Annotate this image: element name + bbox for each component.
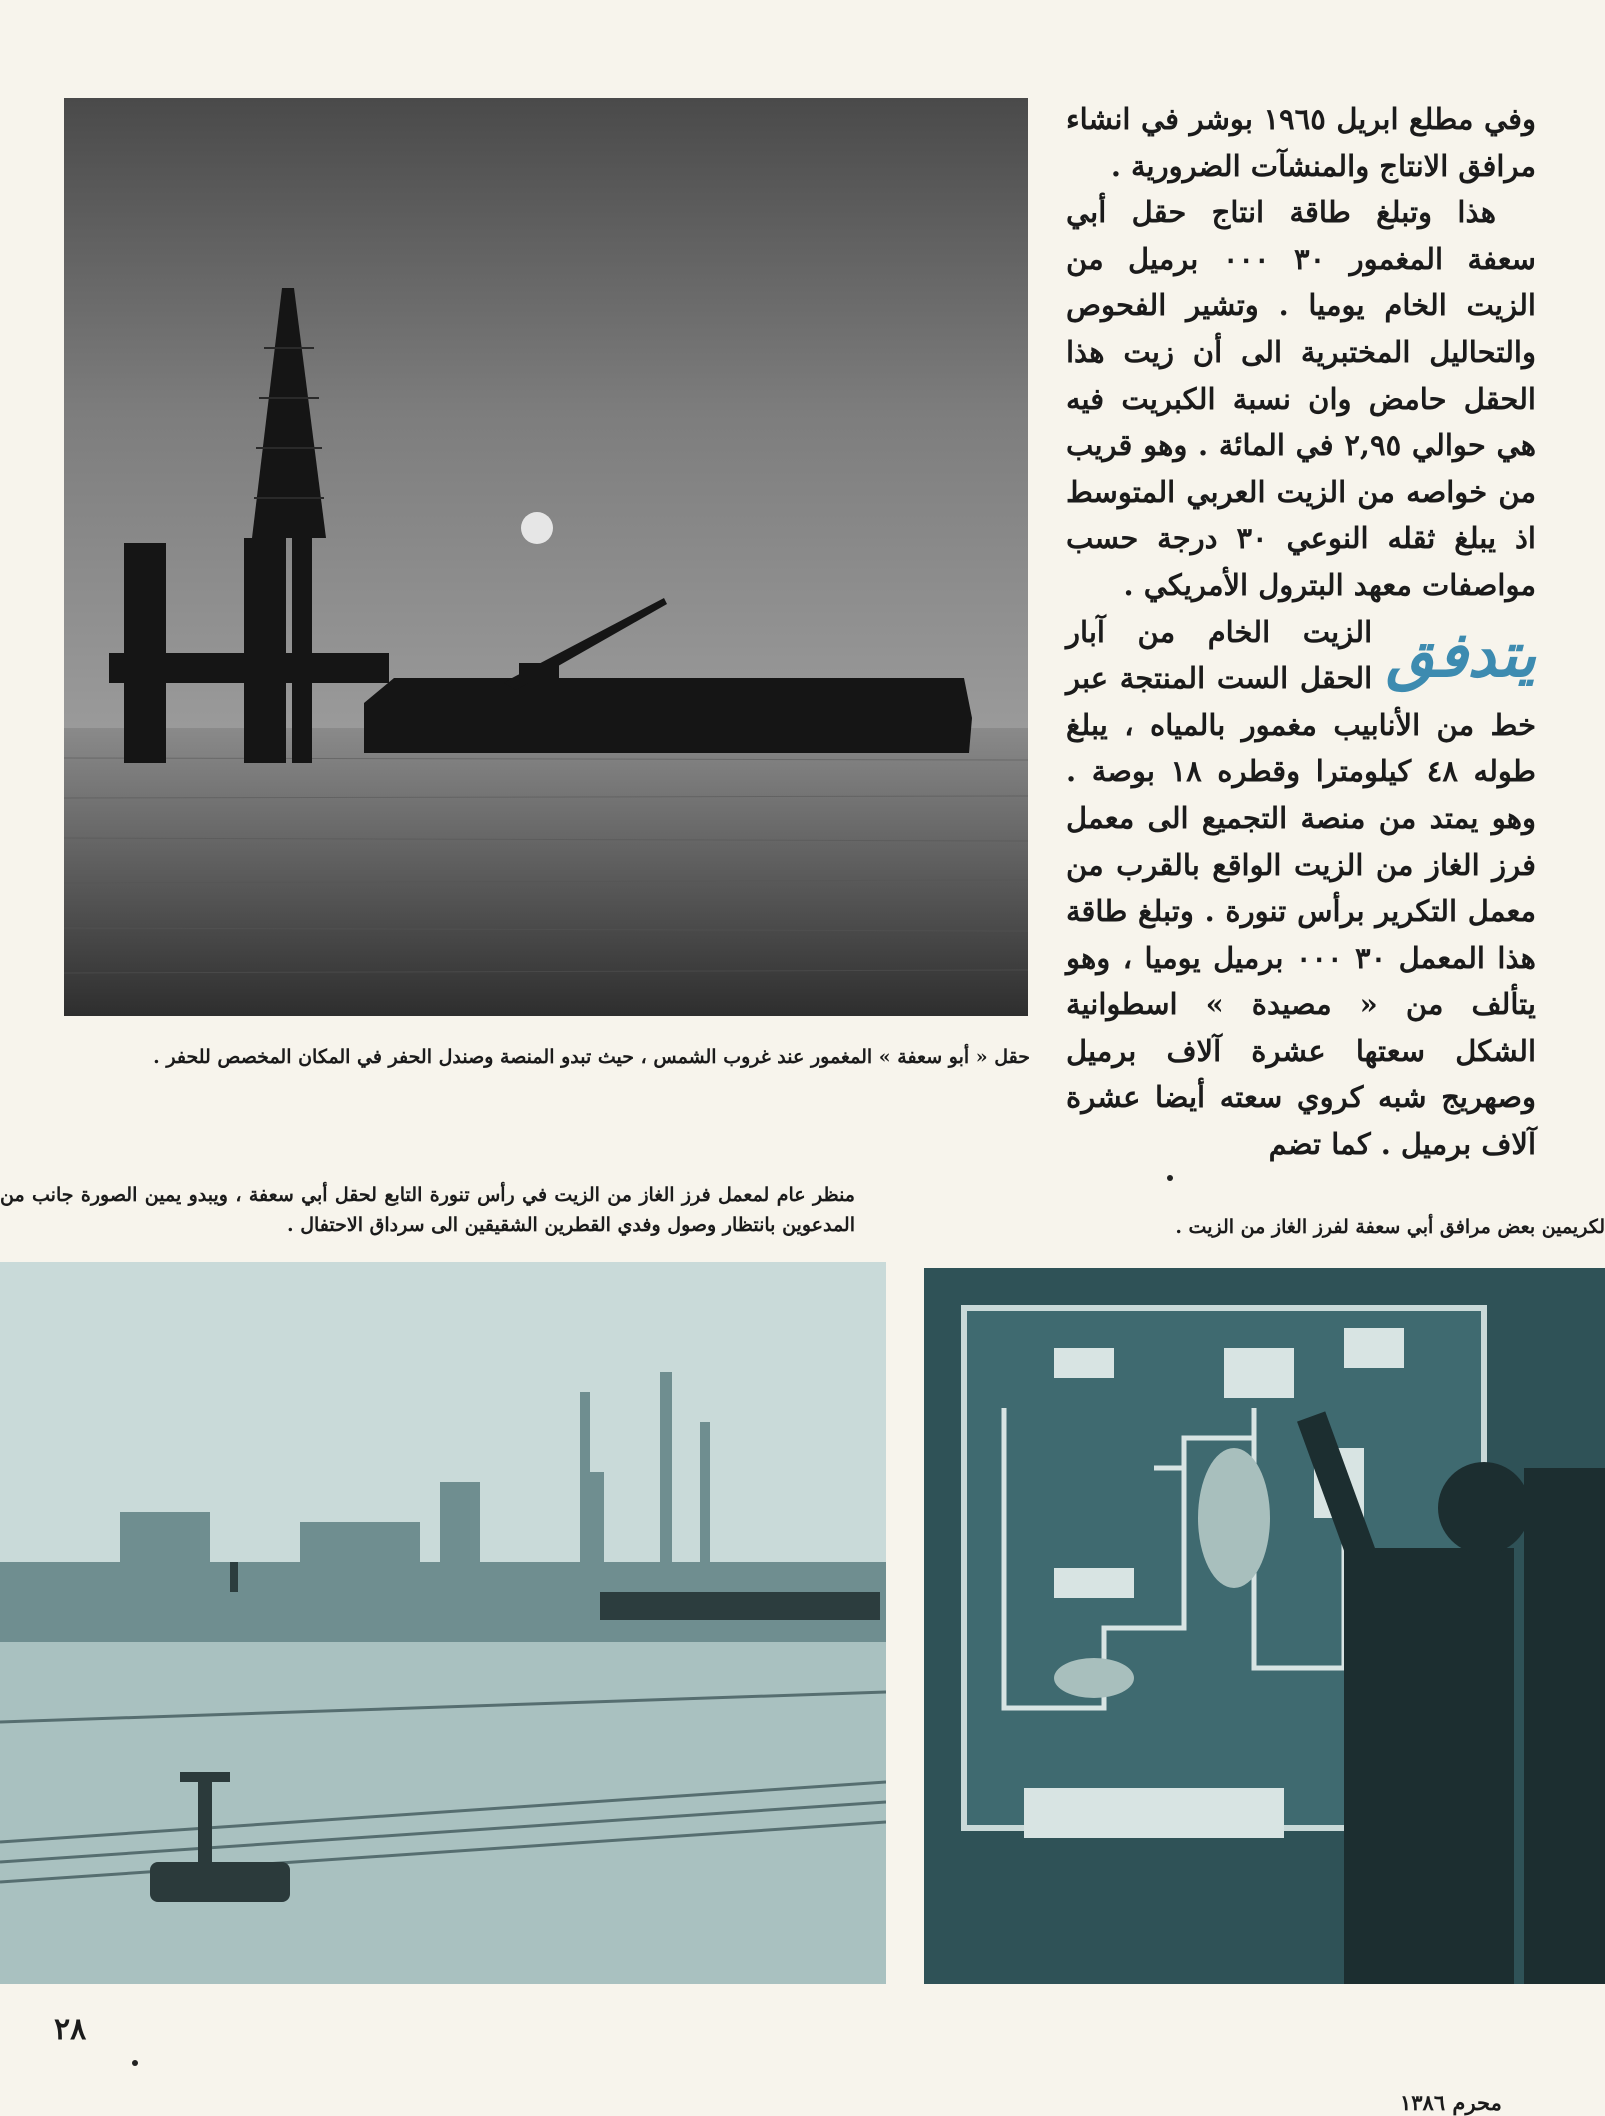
refinery-photo	[0, 1262, 886, 1984]
decorative-dot	[132, 2060, 138, 2066]
dropcap-word: يتدفق	[1386, 617, 1536, 691]
decorative-dot	[1167, 1175, 1173, 1181]
article-paragraph-1: وفي مطلع ابريل ١٩٦٥ بوشر في انشاء مرافق الانتاج والمنشآت الضرورية .	[1066, 102, 1536, 183]
flow-chart-board-photo	[924, 1268, 1605, 1984]
board-illustration	[924, 1268, 1605, 1984]
oil-rig-photo	[64, 98, 1028, 1016]
article-paragraph-3: الزيت الخام من آبار الحقل الست المنتجة عبر خط من الأنابيب مغمور بالمياه ، يبلغ طوله ٤٨ كيلومترا وقطره ١٨ بوصة . وهو يمتد من منصة التجميع الى معمل فرز الغاز من الزيت الواقع بالقرب من معمل التكرير برأس تنورة . وتبلغ طاقة هذا المعمل ٣٠ ٠٠٠ برميل يوميا ، وهو يتألف من « مصيدة » اسطوانية الشكل سعتها عشرة آلاف برميل وصهريج شبه كروي سعته أيضا عشرة آلاف برميل . كما تضم	[1066, 614, 1536, 1162]
article-paragraph-2: هذا وتبلغ طاقة انتاج حقل أبي سعفة المغمور ٣٠ ٠٠٠ برميل من الزيت الخام يوميا . وتشير الفحوص والتحاليل المختبرية الى أن زيت هذا الحقل حامض وان نسبة الكبريت فيه هي حوالي ٢,٩٥ في المائة . وهو قريب من خواصه من الزيت العربي المتوسط اذ يبلغ ثقله النوعي ٣٠ درجة حسب مواصفات معهد البترول الأمريكي .	[1066, 195, 1536, 602]
oil-rig-illustration	[64, 98, 1028, 1016]
article-paragraph-3-wrapper	[1066, 609, 1536, 1168]
page-number: ٢٨	[54, 2012, 87, 2047]
issue-date: محرم ١٣٨٦	[1400, 2090, 1502, 2115]
sun	[521, 512, 553, 544]
article-body	[1066, 96, 1536, 1168]
rig-photo-caption: حقل « أبو سعفة » المغمور عند غروب الشمس ، حيث تبدو المنصة وصندل الحفر في المكان المخصص للحفر .	[153, 1046, 1030, 1068]
refinery-illustration	[0, 1262, 886, 1984]
refinery-photo-caption: منظر عام لمعمل فرز الغاز من الزيت في رأس تنورة التابع لحقل أبي سعفة ، ويبدو يمين الصورة جانب من المدعوين بانتظار وصول وفدي القطرين الشقيقين الى سرداق الاحتفال .	[0, 1184, 855, 1236]
chart-photo-caption: لكريمين بعض مرافق أبي سعفة لفرز الغاز من الزيت .	[1175, 1216, 1605, 1238]
